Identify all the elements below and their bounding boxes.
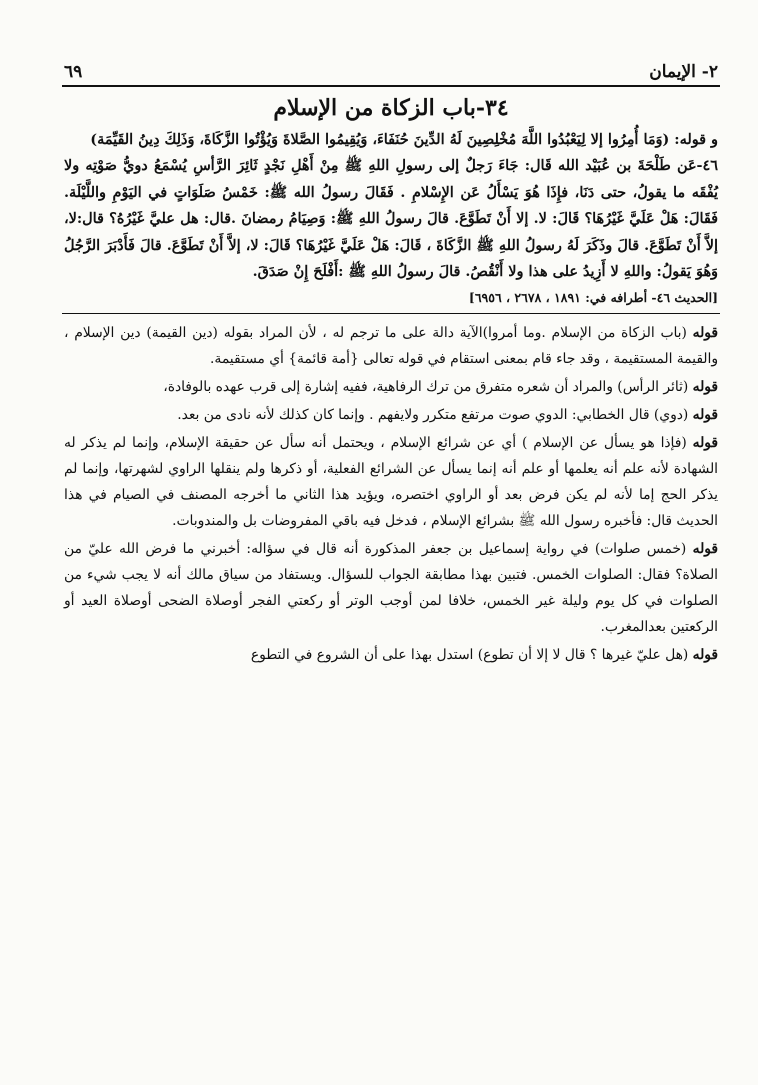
commentary-text: (ثائر الرأس) والمراد أن شعره متفرق من ترك الرفاهية، ففيه إشارة إلى قرب عهده بالوفادة، bbox=[163, 379, 693, 396]
section-divider bbox=[62, 313, 720, 314]
commentary-paragraph bbox=[62, 430, 720, 534]
commentary-section bbox=[62, 320, 720, 668]
running-head bbox=[62, 52, 720, 87]
commentary-text: (دوي) قال الخطابي: الدوي صوت مرتفع متكرر ولايفهم . وإنما كان كذلك لأنه نادى من بعد. bbox=[177, 407, 693, 424]
commentary-keyword: قوله bbox=[692, 325, 718, 342]
commentary-paragraph bbox=[62, 320, 720, 372]
chapter-name: ٢- الإيمان bbox=[649, 62, 718, 82]
commentary-keyword: قوله bbox=[692, 407, 718, 424]
chapter-title: ٣٤-باب الزكاة من الإسلام bbox=[273, 95, 509, 121]
commentary-paragraph bbox=[62, 536, 720, 640]
commentary-text: (فإذا هو يسأل عن الإسلام ) أي عن شرائع الإسلام ، ويحتمل أنه سأل عن حقيقة الإسلام، وإنما لم يذكر له الشهادة لأنه علم أنه يعلمها أو علم أنه إنما يسأل عن الشرائع الفعلية، أو ذكرها ولم ينقلها الراوي لشهرتها، وإنما لم يذكر الحج إما لأنه لم يكن فرض بعد أو الراوي اختصره، ويؤيد هذا الثاني ما أخرجه المصنف في الصيام في هذا الحديث قال: فأخبره رسول الله ﷺ بشرائع الإسلام ، فدخل فيه باقي المفروضات بل والمندوبات. bbox=[64, 435, 718, 530]
document-page bbox=[62, 52, 720, 1062]
commentary-keyword: قوله bbox=[692, 379, 718, 396]
commentary-paragraph bbox=[62, 642, 720, 668]
commentary-text: (خمس صلوات) في رواية إسماعيل بن جعفر المذكورة أنه قال في سؤاله: أخبرني ما فرض الله عليّ من الصلاة؟ فقال: الصلوات الخمس. فتبين بهذا مطابقة الجواب للسؤال. ويستفاد من سياق مالك أنه لا يجب شيء من الصلوات في كل يوم وليلة غير الخمس، خلافا لمن أوجب الوتر أو ركعتي الفجر أوصلاة الضحى أوصلاة العيد أو الركعتين بعدالمغرب. bbox=[64, 541, 718, 636]
intro-verse: و قوله: (وَمَا أُمِرُوا إلا لِيَعْبُدُوا اللَّهَ مُخْلِصِينَ لَهُ الدِّينَ حُنَفَاءَ، وَيُقِيمُوا الصَّلاةَ وَيُؤْتُوا الزَّكَاةَ، وَذَلِكَ دِينُ القَيِّمَة) bbox=[90, 131, 718, 148]
commentary-text: (هل عليّ غيرها ؟ قال لا إلا أن تطوع) استدل بهذا على أن الشروع في التطوع bbox=[250, 647, 693, 664]
commentary-paragraph bbox=[62, 402, 720, 428]
commentary-keyword: قوله bbox=[692, 647, 718, 664]
page-number: ٦٩ bbox=[64, 62, 83, 82]
hadith-reference: [الحديث ٤٦- أطرافه في: ١٨٩١ ، ٢٦٧٨ ، ٦٩٥٦] bbox=[468, 290, 718, 306]
commentary-keyword: قوله bbox=[692, 435, 718, 452]
commentary-paragraph bbox=[62, 374, 720, 400]
commentary-keyword: قوله bbox=[692, 541, 718, 558]
hadith-text: ٤٦-عَن طَلْحَةَ بن عُبَيْد الله قَال: جَاءَ رَجلٌ إلى رسولِ اللهِ ﷺ مِنْ أَهْلِ نَجْدٍ ثَائِرَ الرَّأسِ يُسْمَعُ دويُّ صَوْتِه ولا يُفْقَه ما يقولُ، حتى دَنَا، فإِذَا هُوَ يَسْأَلُ عَن الإِسْلامِ . فَقَالَ رسولُ الله ﷺ: خَمْسُ صَلَوَاتٍ في اليَوْمِ واللَّيْلَة. فَقَالَ: هَلْ عَلَيَّ غَيْرُهَا؟ قَالَ: لا. إلا أَنْ تَطَوَّعَ. قالَ رسولُ اللهِ ﷺ: وَصِيَامُ رمضانَ .قال: هل عليَّ غَيْرُهُ؟ قال:لا، إلاَّ أَنْ تَطَوَّعَ. قالَ وذَكَرَ لَهُ رسولُ اللهِ ﷺ الزَّكَاةَ ، قَالَ: هَلْ عَلَيَّ غَيْرُهَا؟ قَالَ: لا، إلاَّ أَنْ تَطَوَّعَ. قالَ فَأَدْبَرَ الرَّجُلُ وَهُوَ يَقولُ: واللهِ لا أَزِيدُ على هذا ولا أَنْقُصُ. قالَ رسولُ اللهِ ﷺ :أَفْلَحَ إِنْ صَدَقَ. bbox=[64, 157, 718, 281]
commentary-text: (باب الزكاة من الإسلام .وما أمروا)الآية دالة على ما ترجم له ، لأن المراد بقوله (دين القيمة) دين الإسلام ، والقيمة المستقيمة ، وقد جاء قام بمعنى استقام في قوله تعالى {أمة قائمة} أي مستقيمة. bbox=[64, 325, 718, 368]
